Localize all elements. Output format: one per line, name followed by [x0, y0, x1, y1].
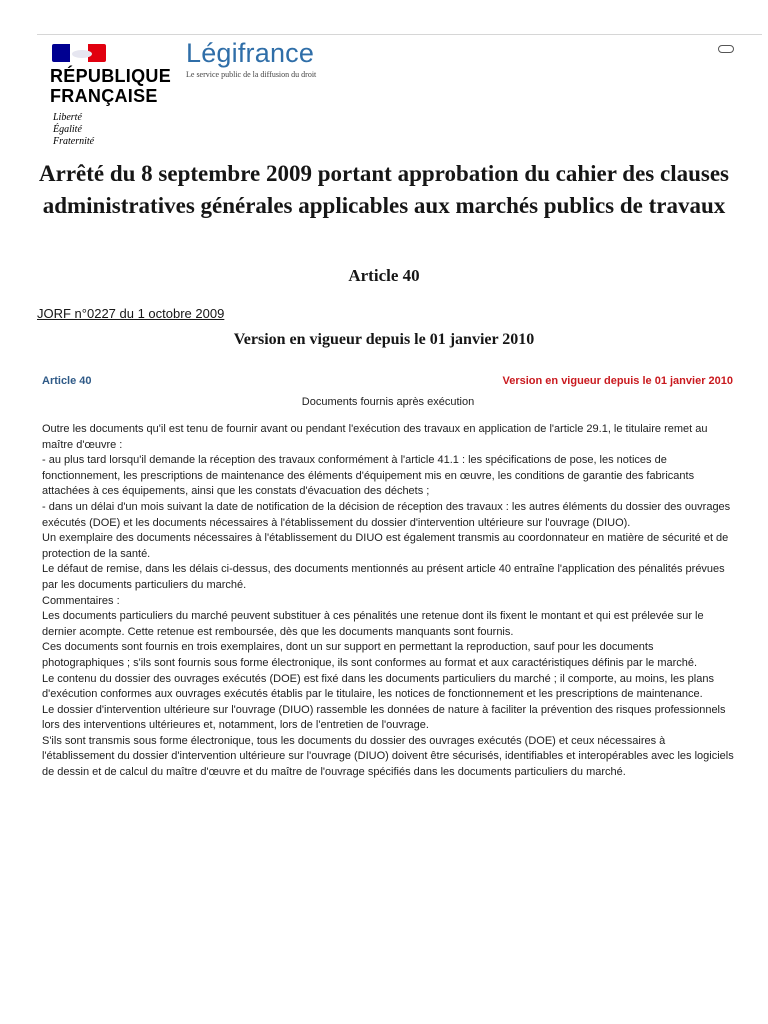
article-paragraph: Commentaires : [42, 594, 120, 607]
marianne-flag-logo [52, 44, 106, 62]
article-label: Article 40 [42, 375, 92, 387]
menu-toggle-icon[interactable] [718, 45, 734, 53]
article-paragraph: S'ils sont transmis sous forme électronique, tous les documents du dossier des ouvrages exécutés (DOE) et ceux nécessaires à l'établissement du dossier d'intervention ultérieure sur l'ouvrage (DIUO) doivent être sécurisés, identifiables et interopérables avec les logiciels de dessin et de calcul du maître d'œuvre et du maître de l'ouvrage spécifiés dans les documents particuliers du marché. [42, 734, 734, 779]
legifrance-logo[interactable]: Légifrance [186, 38, 315, 68]
devise-fraternite: Fraternité [53, 136, 95, 147]
republique-line-1: RÉPUBLIQUE [50, 66, 172, 86]
article-paragraph: Ces documents sont fournis en trois exemplaires, dont un sur support en permettant la reproduction, sauf pour les documents photographiques ; s'ils sont fournis sous forme électronique, ils sont conformes au format et aux caractéristiques définis par le marché. [42, 641, 698, 669]
article-version-badge: Version en vigueur depuis le 01 janvier 2010 [502, 375, 733, 387]
devise-egalite: Égalité [53, 124, 82, 135]
article-paragraph: Outre les documents qu'il est tenu de fournir avant ou pendant l'exécution des travaux en application de l'article 29.1, le titulaire remet au maître d'œuvre : [42, 423, 708, 451]
article-paragraph: Le contenu du dossier des ouvrages exécutés (DOE) est fixé dans les documents particuliers du marché ; il comporte, au moins, les plans d'exécution conformes aux ouvrages exécutés établis par le titulaire, les notices de fonctionnement et les prescriptions de maintenance. [42, 672, 714, 701]
version-heading: Version en vigueur depuis le 01 janvier 2010 [233, 331, 535, 348]
article-subtitle: Documents fournis après exécution [301, 396, 475, 408]
article-paragraph: Le dossier d'intervention ultérieure sur l'ouvrage (DIUO) rassemble les données de nature à faciliter la prévention des risques professionnels lors des interventions ultérieures et, notamment, lors de l'entretien de l'ouvrage. [42, 703, 726, 732]
article-paragraph: - au plus tard lorsqu'il demande la réception des travaux conformément à l'article 41.1 : les spécifications de pose, les notices de fonctionnement, les prescriptions de maintenance des éléments d'équipement mis en œuvre, les conditions de garantie des fabricants attachées à ces équipements, ainsi que les constats d'évacuation des déchets ; [42, 454, 695, 498]
republique-francaise-logo[interactable] [50, 66, 171, 106]
article-paragraph: - dans un délai d'un mois suivant la date de notification de la décision de réception des travaux : les autres éléments du dossier des ouvrages exécutés (DOE) et les documents nécessaires à l'établissement du dossier d'intervention ultérieure sur l'ouvrage (DIUO). [42, 500, 731, 529]
header-divider [37, 34, 762, 35]
page-title: Arrêté du 8 septembre 2009 portant approbation du cahier des clauses administratives générales applicables aux marchés publics de travaux [39, 161, 729, 218]
republique-line-2: FRANÇAISE [50, 86, 158, 106]
legifrance-tagline: Le service public de la diffusion du droit [186, 70, 317, 79]
article-body [42, 422, 736, 781]
devise [53, 112, 94, 148]
article-heading: Article 40 [348, 266, 420, 285]
article-paragraph: Les documents particuliers du marché peuvent substituer à ces pénalités une retenue dont ils fixent le montant et qui est prélevée sur le dernier acompte. Cette retenue est remboursée, dès que les documents manquants sont fournis. [42, 610, 704, 638]
jorf-link[interactable]: JORF n°0227 du 1 octobre 2009 [37, 306, 225, 321]
article-paragraph: Un exemplaire des documents nécessaires à l'établissement du DIUO est également transmis au coordonnateur en matière de sécurité et de protection de la santé. [42, 532, 729, 560]
article-paragraph: Le défaut de remise, dans les délais ci-dessus, des documents mentionnés au présent article 40 entraîne l'application des pénalités prévues par les documents particuliers du marché. [42, 563, 725, 591]
devise-liberte: Liberté [53, 112, 82, 123]
